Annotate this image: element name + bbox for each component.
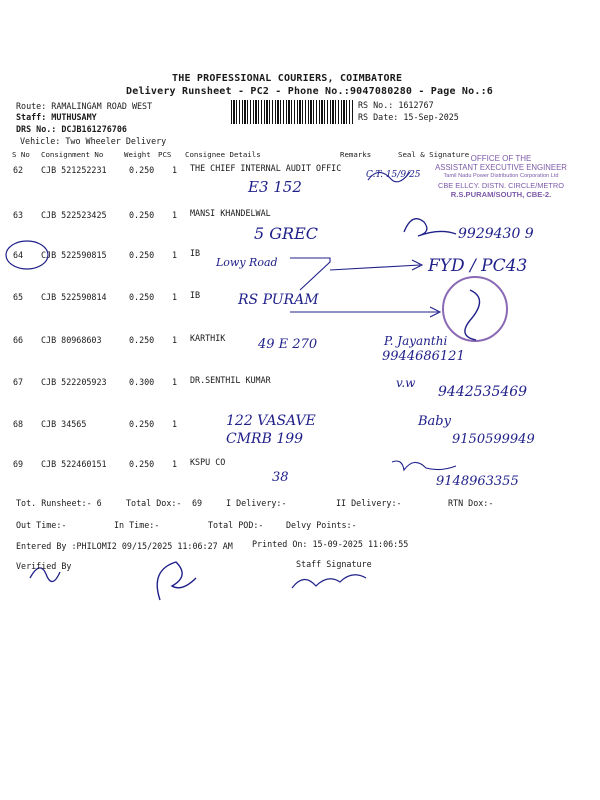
- row-62-sno: 62: [13, 165, 24, 175]
- middle-signature-stroke: [157, 562, 196, 600]
- printed-on: Printed On: 15-09-2025 11:06:55: [252, 539, 409, 549]
- rs-number: RS No.: 1612767: [358, 100, 434, 110]
- row-63-weight: 0.250: [129, 210, 155, 220]
- r69-signature-stroke: [392, 461, 456, 470]
- row-64-pcs: 1: [172, 250, 178, 260]
- hw-r62-sign: C.T. 15/9/25: [366, 170, 421, 180]
- verified-by: Verified By: [16, 561, 72, 571]
- row-66-consignment: CJB 80968603: [41, 335, 102, 345]
- hw-r62-address: E3 152: [248, 178, 302, 196]
- round-stamp: [442, 276, 508, 342]
- row-67-consignee: DR.SENTHIL KUMAR: [190, 375, 271, 385]
- hw-r66-name: P. Jayanthi: [384, 334, 448, 348]
- r64-arrow-line: [330, 265, 420, 270]
- row-62-pcs: 1: [172, 165, 178, 175]
- row-63-consignee: MANSI KHANDELWAL: [190, 208, 271, 218]
- r63-signature-stroke: [404, 219, 456, 236]
- stamp-line-4: CBE ELLCY. DISTN. CIRCLE/METRO: [438, 181, 564, 190]
- hw-r66-address: 49 E 270: [258, 337, 318, 352]
- col-pcs: PCS: [158, 150, 172, 159]
- row-62-consignment: CJB 521252231: [41, 165, 107, 175]
- hw-r67-initial: v.w: [396, 376, 416, 390]
- row-65-consignee: IB: [190, 290, 201, 300]
- row-65-pcs: 1: [172, 292, 178, 302]
- total-dox-label: Total Dox:-: [126, 498, 182, 508]
- row-68-sno: 68: [13, 419, 24, 429]
- hw-r63-address: 5 GREC: [254, 224, 319, 243]
- entered-by: Entered By :PHILOMI2 09/15/2025 11:06:27 AM: [16, 541, 233, 551]
- r65-arrow-head: [430, 307, 440, 317]
- hw-r65-note: RS PURAM: [238, 292, 319, 308]
- row-64-consignee: IB: [190, 248, 201, 258]
- row-69-sno: 69: [13, 459, 24, 469]
- total-dox-value: 69: [192, 498, 203, 508]
- tot-runsheet: Tot. Runsheet:- 6: [16, 498, 102, 508]
- row-68-pcs: 1: [172, 419, 178, 429]
- row-64-consignment: CJB 522590815: [41, 250, 107, 260]
- r64-arrow-head: [412, 260, 422, 270]
- hw-r67-phone: 9442535469: [438, 384, 528, 400]
- vehicle-label: Vehicle: Two Wheeler Delivery: [20, 136, 167, 146]
- col-weight: Weight: [124, 150, 151, 159]
- stamp-line-2: ASSISTANT EXECUTIVE ENGINEER: [435, 163, 567, 172]
- row-65-sno: 65: [13, 292, 24, 302]
- barcode: [231, 100, 353, 124]
- row-66-pcs: 1: [172, 335, 178, 345]
- col-consignee: Consignee Details: [185, 150, 261, 159]
- hw-r69-phone: 9148963355: [436, 474, 519, 489]
- hw-r66-phone: 9944686121: [382, 349, 465, 364]
- row-68-consignment: CJB 34565: [41, 419, 87, 429]
- row-69-consignment: CJB 522460151: [41, 459, 107, 469]
- staff-signature-label: Staff Signature: [296, 559, 372, 569]
- ii-delivery: II Delivery:-: [336, 498, 402, 508]
- row-65-weight: 0.250: [129, 292, 155, 302]
- row-69-consignee: KSPU CO: [190, 457, 226, 467]
- drs-number: DRS No.: DCJB161276706: [16, 124, 127, 134]
- row-63-pcs: 1: [172, 210, 178, 220]
- hw-r68-phone: 9150599949: [452, 432, 535, 447]
- row-62-weight: 0.250: [129, 165, 155, 175]
- row-63-sno: 63: [13, 210, 24, 220]
- office-stamp: [424, 154, 578, 212]
- total-pod: Total POD:-: [208, 520, 264, 530]
- row-63-consignment: CJB 522523425: [41, 210, 107, 220]
- hw-r68-sign: Baby: [418, 414, 451, 429]
- hw-r63-phone: 9929430 9: [458, 226, 534, 242]
- row-68-weight: 0.250: [129, 419, 155, 429]
- hw-r64-note: Lowy Road: [216, 256, 278, 269]
- r64-bracket-stroke: [290, 258, 330, 290]
- hw-r64-right: FYD / PC43: [428, 256, 528, 276]
- row-67-sno: 67: [13, 377, 24, 387]
- hw-r69-address: 38: [272, 470, 289, 485]
- staff-signature-stroke: [292, 575, 366, 588]
- row-66-sno: 66: [13, 335, 24, 345]
- stamp-line-1: OFFICE OF THE: [470, 154, 532, 163]
- rs-date: RS Date: 15-Sep-2025: [358, 112, 459, 122]
- runsheet-title: Delivery Runsheet - PC2 - Phone No.:9047080280 - Page No.:6: [126, 86, 494, 97]
- route-label: Route: RAMALINGAM ROAD WEST: [16, 101, 153, 111]
- company-title: THE PROFESSIONAL COURIERS, COIMBATORE: [172, 73, 403, 84]
- row-64-sno: 64: [13, 250, 24, 260]
- col-sno: S No: [12, 150, 30, 159]
- stamp-line-3: Tamil Nadu Power Distribution Corporation Ltd: [443, 173, 559, 179]
- col-remarks: Remarks: [340, 150, 372, 159]
- col-seal-signature: Seal & Signature: [398, 150, 470, 159]
- staff-label: Staff: MUTHUSAMY: [16, 112, 97, 122]
- out-time: Out Time:-: [16, 520, 67, 530]
- in-time: In Time:-: [114, 520, 160, 530]
- rtn-dox: RTN Dox:-: [448, 498, 494, 508]
- i-delivery: I Delivery:-: [226, 498, 287, 508]
- row-69-pcs: 1: [172, 459, 178, 469]
- stamp-line-5: R.S.PURAM/SOUTH, CBE-2.: [450, 190, 552, 199]
- row-67-weight: 0.300: [129, 377, 155, 387]
- row-62-consignee: THE CHIEF INTERNAL AUDIT OFFIC: [190, 163, 342, 173]
- row-65-consignment: CJB 522590814: [41, 292, 107, 302]
- row-64-weight: 0.250: [129, 250, 155, 260]
- row-66-consignee: KARTHIK: [190, 333, 226, 343]
- delvy-points: Delvy Points:-: [286, 520, 357, 530]
- row-69-weight: 0.250: [129, 459, 155, 469]
- row-66-weight: 0.250: [129, 335, 155, 345]
- row-67-consignment: CJB 522205923: [41, 377, 107, 387]
- col-consignment: Consignment No: [41, 150, 104, 159]
- row-67-pcs: 1: [172, 377, 178, 387]
- hw-r68-address: 122 VASAVE CMRB 199: [226, 413, 316, 447]
